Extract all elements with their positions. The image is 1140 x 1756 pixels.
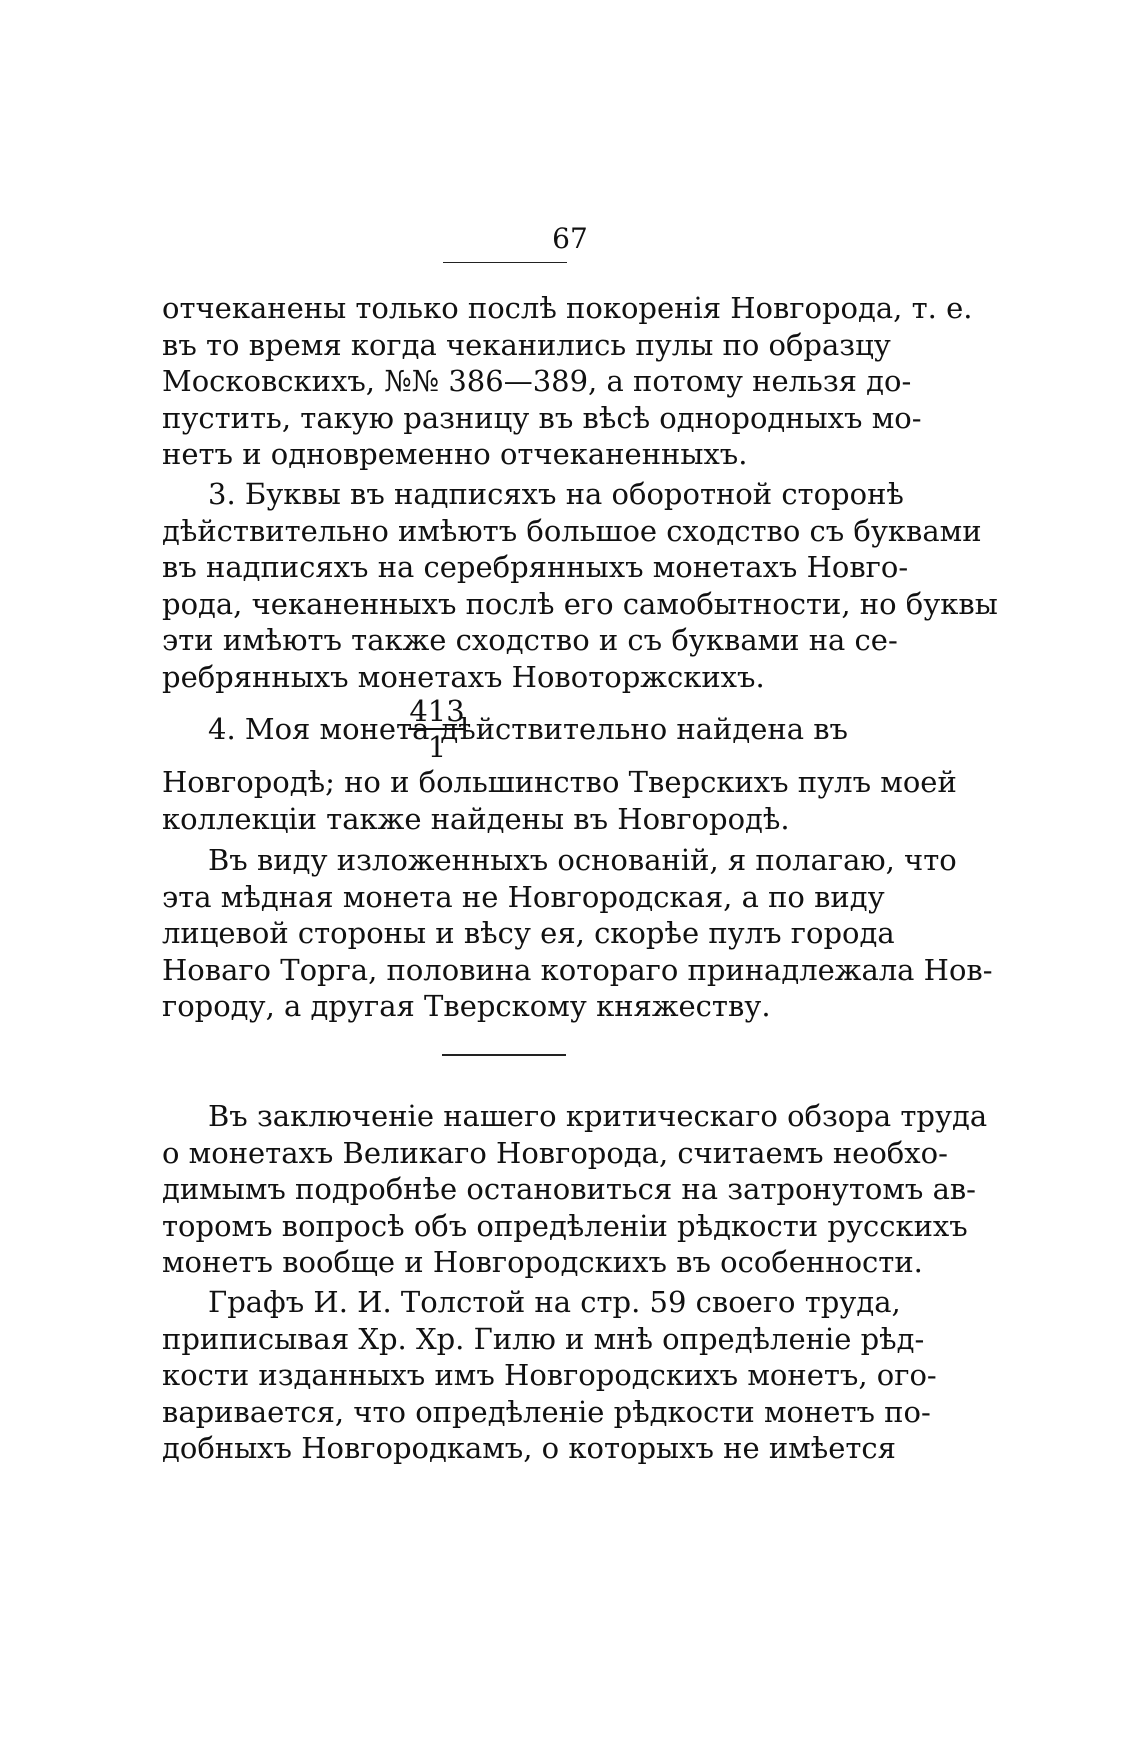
text-line: приписывая Хр. Хр. Гилю и мнѣ опредѣленіе рѣд- <box>162 1321 925 1356</box>
text-line: эти имѣютъ также сходство и съ буквами на се- <box>162 623 898 658</box>
section-separator <box>442 1054 566 1056</box>
text-line: ребрянныхъ монетахъ Новоторжскихъ. <box>162 659 765 694</box>
text-line: добныхъ Новгородкамъ, о которыхъ не имѣется <box>162 1431 896 1466</box>
paragraph-point-4-first-line <box>162 694 848 764</box>
text-line: кости изданныхъ имъ Новгородскихъ монетъ, ого- <box>162 1358 937 1393</box>
text-line: въ надписяхъ на серебрянныхъ монетахъ Новго- <box>162 550 909 585</box>
text-line: 3. Буквы въ надписяхъ на оборотной сторонѣ <box>208 477 904 511</box>
text-line: эта мѣдная монета не Новгородская, а по виду <box>162 879 885 914</box>
text-line: Въ заключеніе нашего критическаго обзора труда <box>208 1099 988 1133</box>
text-line: дѣйствительно имѣютъ большое сходство съ буквами <box>162 513 982 548</box>
text-line: Новгородѣ; но и большинство Тверскихъ пулъ моей <box>162 765 957 799</box>
text-line: коллекціи также найдены въ Новгородѣ. <box>162 801 790 836</box>
text-fragment: 4. Моя монета <box>208 712 430 746</box>
text-line: рода, чеканенныхъ послѣ его самобытности, но буквы <box>162 586 998 621</box>
text-line: лицевой стороны и вѣсу ея, скорѣе пулъ города <box>162 916 895 951</box>
header-rule <box>443 262 567 263</box>
paragraph-tolstoy <box>162 1284 937 1467</box>
fraction-denominator: 1 <box>427 730 447 764</box>
text-line: торомъ вопросѣ объ опредѣленіи рѣдкости русскихъ <box>162 1208 968 1243</box>
paragraph-continuation <box>162 290 973 473</box>
text-line: Въ виду изложенныхъ основаній, я полагаю, что <box>208 843 957 877</box>
text-line: монетъ вообще и Новгородскихъ въ особенности. <box>162 1245 923 1280</box>
text-fragment: дѣйствительно найдена въ <box>440 712 848 746</box>
text-line: пустить, такую разницу въ вѣсѣ однородныхъ мо- <box>162 400 922 435</box>
text-line: городу, а другая Тверскому княжеству. <box>162 989 771 1024</box>
page-number: 67 <box>552 222 588 255</box>
paragraph-conclusion <box>162 842 993 1025</box>
text-line: димымъ подробнѣе остановиться на затронутомъ ав- <box>162 1172 976 1207</box>
text-line: Московскихъ, №№ 386—389, а потому нельзя до- <box>162 364 912 399</box>
text-line: варивается, что опредѣленіе рѣдкости монетъ по- <box>162 1394 931 1429</box>
text-line: въ то время когда чеканились пулы по образцу <box>162 327 891 362</box>
paragraph-point-4-rest <box>162 764 957 837</box>
text-line: Графъ И. И. Толстой на стр. 59 своего труда, <box>208 1285 901 1319</box>
text-line: нетъ и одновременно отчеканенныхъ. <box>162 437 748 472</box>
fraction-numerator: 413 <box>409 694 465 728</box>
text-line: отчеканены только послѣ покоренія Новгорода, т. е. <box>162 291 973 325</box>
paragraph-point-3 <box>162 476 998 696</box>
text-line: о монетахъ Великаго Новгорода, считаемъ необхо- <box>162 1135 948 1170</box>
paragraph-summary <box>162 1098 988 1281</box>
text-line: Новаго Торга, половина котораго принадлежала Нов- <box>162 952 993 987</box>
